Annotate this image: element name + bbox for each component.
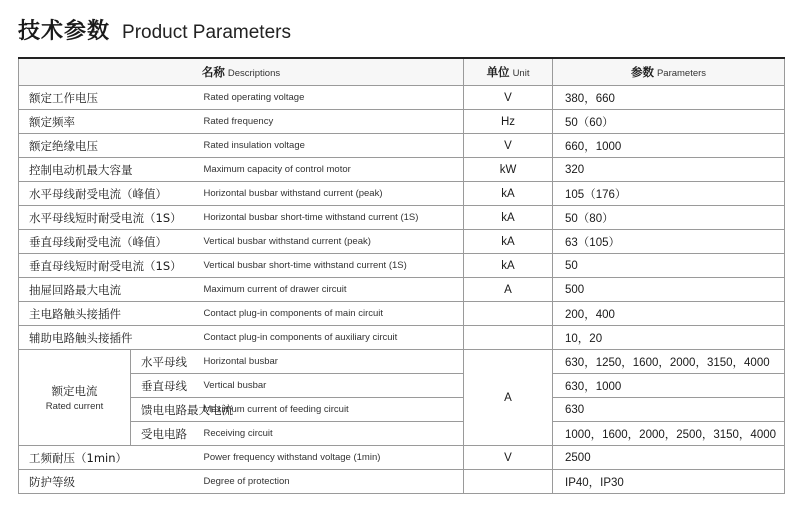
param-unit: kA [464, 206, 553, 230]
param-unit: kA [464, 182, 553, 206]
sub-param-name-en: Maximum current of feeding circuit [198, 398, 464, 422]
param-name-en: Vertical busbar withstand current (peak) [198, 230, 464, 254]
param-value: 380，660 [553, 86, 785, 110]
page-heading [18, 14, 291, 48]
param-name-zh: 水平母线短时耐受电流（1S） [19, 206, 198, 230]
param-name-zh: 额定工作电压 [19, 86, 198, 110]
param-name-en: Contact plug-in components of main circuit [198, 302, 464, 326]
param-name-en: Rated insulation voltage [198, 134, 464, 158]
header-descriptions: 名称 Descriptions [19, 58, 464, 86]
table-row [19, 398, 785, 422]
param-name-zh: 垂直母线耐受电流（峰值） [19, 230, 198, 254]
param-unit: kA [464, 230, 553, 254]
param-value: 10，20 [553, 326, 785, 350]
param-value: 50（60） [553, 110, 785, 134]
table-row [19, 470, 785, 494]
param-name-zh: 辅助电路触头接插件 [19, 326, 198, 350]
heading-en: Product Parameters [122, 22, 291, 43]
param-value: 2500 [553, 446, 785, 470]
sub-param-name-zh: 水平母线 [131, 350, 198, 374]
param-unit [464, 326, 553, 350]
sub-param-name-en: Horizontal busbar [198, 350, 464, 374]
param-value: 660，1000 [553, 134, 785, 158]
param-unit: kA [464, 254, 553, 278]
param-value: 500 [553, 278, 785, 302]
sub-param-name-en: Receiving circuit [198, 422, 464, 446]
sub-param-name-zh: 垂直母线 [131, 374, 198, 398]
param-value: 630，1000 [553, 374, 785, 398]
header-parameters: 参数 Parameters [553, 58, 785, 86]
table-row [19, 182, 785, 206]
param-name-en: Rated frequency [198, 110, 464, 134]
param-value: 630，1250，1600，2000，3150，4000 [553, 350, 785, 374]
table-row [19, 110, 785, 134]
param-value: 1000，1600，2000，2500，3150，4000 [553, 422, 785, 446]
param-name-en: Power frequency withstand voltage (1min) [198, 446, 464, 470]
param-value: 320 [553, 158, 785, 182]
table-row [19, 254, 785, 278]
table-row [19, 134, 785, 158]
param-value: 200，400 [553, 302, 785, 326]
rated-current-en: Rated current [45, 401, 104, 412]
param-name-en: Horizontal busbar short-time withstand current (1S) [198, 206, 464, 230]
parameters-table [18, 57, 785, 494]
table-row [19, 206, 785, 230]
param-name-zh: 控制电动机最大容量 [19, 158, 198, 182]
param-unit: V [464, 86, 553, 110]
param-unit: kW [464, 158, 553, 182]
param-value: 105（176） [553, 182, 785, 206]
param-name-zh: 垂直母线短时耐受电流（1S） [19, 254, 198, 278]
param-unit: V [464, 134, 553, 158]
param-name-zh: 工频耐压（1min） [19, 446, 198, 470]
param-unit [464, 470, 553, 494]
param-name-en: Rated operating voltage [198, 86, 464, 110]
table-row [19, 86, 785, 110]
table-row [19, 374, 785, 398]
param-value: 50 [553, 254, 785, 278]
rated-current-label [19, 350, 131, 446]
param-name-en: Maximum capacity of control motor [198, 158, 464, 182]
sub-param-name-zh: 馈电电路最大电流 [131, 398, 198, 422]
param-value: 63（105） [553, 230, 785, 254]
param-unit: V [464, 446, 553, 470]
param-unit: A [464, 278, 553, 302]
param-name-en: Vertical busbar short-time withstand current (1S) [198, 254, 464, 278]
rated-current-zh: 额定电流 [51, 384, 98, 398]
param-value: 630 [553, 398, 785, 422]
table-header-row [19, 58, 785, 86]
param-unit: Hz [464, 110, 553, 134]
param-name-en: Horizontal busbar withstand current (peak) [198, 182, 464, 206]
param-name-zh: 水平母线耐受电流（峰值） [19, 182, 198, 206]
param-name-en: Contact plug-in components of auxiliary circuit [198, 326, 464, 350]
table-row [19, 446, 785, 470]
param-name-zh: 额定绝缘电压 [19, 134, 198, 158]
table-row [19, 422, 785, 446]
table-row [19, 350, 785, 374]
param-value: 50（80） [553, 206, 785, 230]
table-row [19, 230, 785, 254]
table-row [19, 302, 785, 326]
param-value: IP40，IP30 [553, 470, 785, 494]
param-name-zh: 主电路触头接插件 [19, 302, 198, 326]
sub-param-name-zh: 受电电路 [131, 422, 198, 446]
sub-param-name-en: Vertical busbar [198, 374, 464, 398]
rated-current-unit: A [464, 350, 553, 446]
param-name-zh: 抽屉回路最大电流 [19, 278, 198, 302]
header-unit: 单位 Unit [464, 58, 553, 86]
param-name-zh: 防护等级 [19, 470, 198, 494]
table-row [19, 278, 785, 302]
heading-zh: 技术参数 [18, 19, 111, 44]
param-unit [464, 302, 553, 326]
param-name-en: Degree of protection [198, 470, 464, 494]
table-row [19, 158, 785, 182]
param-name-en: Maximum current of drawer circuit [198, 278, 464, 302]
param-name-zh: 额定频率 [19, 110, 198, 134]
table-row [19, 326, 785, 350]
